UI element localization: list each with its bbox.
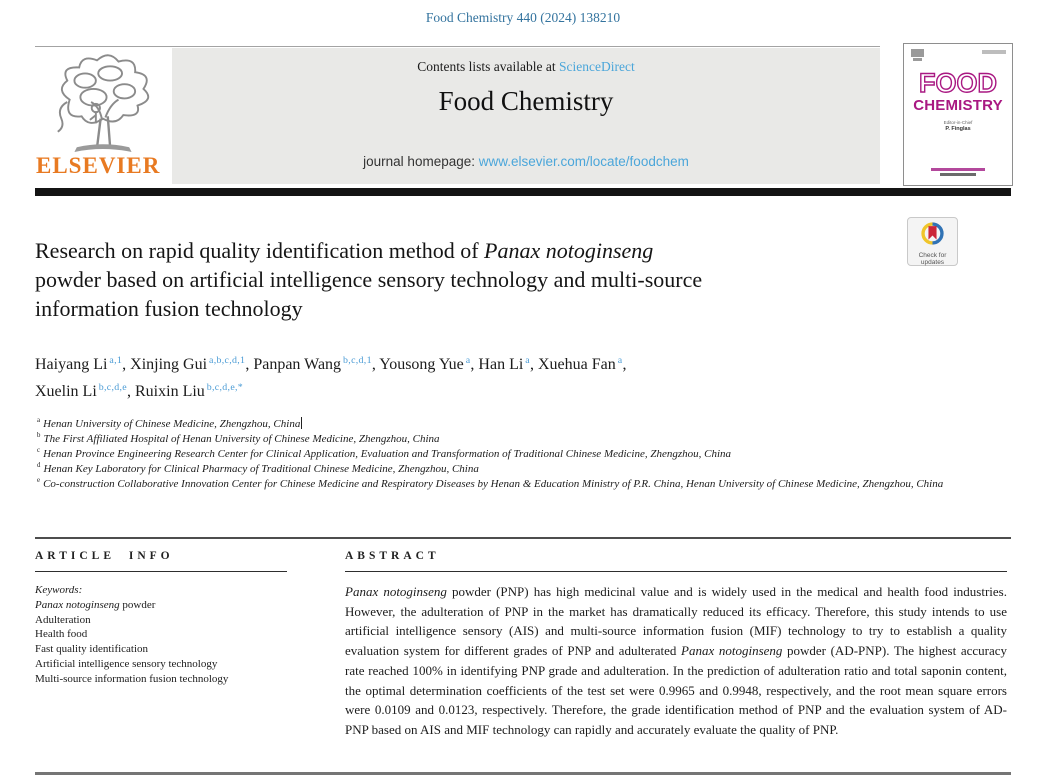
badge-text-line1: Check for xyxy=(918,252,947,259)
text-cursor xyxy=(301,417,302,429)
article-info-underline xyxy=(35,571,287,572)
title-line: information fusion technology xyxy=(35,296,303,321)
page-bottom-rule xyxy=(35,772,1011,775)
header-divider-bar xyxy=(35,188,1011,196)
elsevier-logo xyxy=(35,50,172,184)
title-line: powder based on artificial intelligence sensory technology and multi-source xyxy=(35,267,703,292)
keywords-label: Keywords: xyxy=(35,584,83,596)
contents-prefix: Contents lists available at xyxy=(417,59,559,74)
affiliation-b: $^b$ The First Affiliated Hospital of Henan University of Chinese Medicine, Zhengzhou, China xyxy=(37,432,440,445)
journal-title: Food Chemistry xyxy=(438,86,614,116)
cover-title-chemistry: CHEMISTRY xyxy=(913,97,1003,114)
keyword-item: Fast quality identification xyxy=(35,643,149,656)
title-line: Research on rapid quality identification method of Panax notoginseng xyxy=(35,238,654,263)
masthead-band xyxy=(172,48,880,184)
keyword-item: Multi-source information fusion technology xyxy=(35,672,229,685)
badge-text-line2: updates xyxy=(920,259,945,266)
keywords-block xyxy=(35,583,287,687)
section-divider-rule xyxy=(35,537,1011,539)
homepage-line xyxy=(172,154,880,169)
contents-line xyxy=(172,59,880,75)
homepage-link[interactable]: www.elsevier.com/locate/foodchem xyxy=(478,154,689,169)
author-line: Xuelin Li $^{b,c,d,e}$, Ruixin Liu $^{b,c,d,e,*}$ xyxy=(35,381,244,400)
elsevier-tree-icon xyxy=(43,52,163,152)
cover-editor-label: Editor-in-Chief xyxy=(943,120,973,125)
cover-editor-name: P. Finglas xyxy=(945,126,971,132)
article-info-column xyxy=(35,550,287,687)
cover-sciencedirect-text-bar xyxy=(940,173,976,176)
cover-publisher-mark-icon xyxy=(911,49,924,63)
article-info-heading: ARTICLE INFO xyxy=(35,550,174,562)
author-line: Haiyang Li $^{a,1}$, Xinjing Gui $^{a,b,c,d,1}$, Panpan Wang $^{b,c,d,1}$, Yousong Yue $^a$, Han Li $^a$, Xuehua Fan $^a$, xyxy=(35,354,627,373)
cover-issn-text-bar xyxy=(982,50,1006,54)
affiliation-e: $^e$ Co-construction Collaborative Innovation Center for Chinese Medicine and Respiratory Diseases by Henan & Education Ministry of P.R. China, Henan University of Chinese Medicine, Zhengzhou, China xyxy=(37,477,944,490)
affiliation-text: $^a$ Henan University of Chinese Medicine, Zhengzhou, China xyxy=(37,417,301,430)
masthead-top-rule xyxy=(35,46,880,47)
author-list xyxy=(35,351,975,405)
journal-cover-thumbnail[interactable] xyxy=(903,43,1013,186)
cover-footer-text-bar xyxy=(931,168,985,171)
crossmark-icon xyxy=(919,220,946,247)
abstract-heading: ABSTRACT xyxy=(345,550,440,562)
keyword-item: Panax notoginseng powder xyxy=(35,598,156,611)
abstract-column xyxy=(345,550,1007,740)
sciencedirect-link[interactable]: ScienceDirect xyxy=(559,59,635,74)
abstract-text: Panax notoginseng powder (PNP) has high medicinal value and is widely used in the medical and health food industries. However, the adulteration of PNP in the market has dramatically reduced its efficacy. Therefore, this study intends to use artificial intelligence sensory (AIS) and multi-source information fusion (MIF) technology to try to establish a quality evaluation system for different grades of PNP and adulterated Panax notoginseng powder (AD-PNP). The highest accuracy rate reached 100% in identifying PNP grade and adulteration. In the prediction of adulteration ratio and total saponin content, the optimal determination coefficients of the test set were 0.9965 and 0.9948, respectively, and the root mean square errors were 0.0109 and 0.0123, respectively. Therefore, the grade identification method of PNP and the evaluation system of AD-PNP based on AIS and MIF technology can rapidly and accurately evaluate the quality of PNP. xyxy=(345,584,1007,737)
keyword-item: Adulteration xyxy=(35,613,91,626)
homepage-prefix: journal homepage: xyxy=(363,154,479,169)
affiliation-a xyxy=(35,417,1007,432)
article-title xyxy=(35,236,895,323)
elsevier-wordmark: ELSEVIER xyxy=(36,153,161,178)
keyword-item: Health food xyxy=(35,628,88,641)
keyword-item: Artificial intelligence sensory technology xyxy=(35,657,218,670)
check-for-updates-badge[interactable] xyxy=(907,217,958,266)
affiliation-d: $^d$ Henan Key Laboratory for Clinical Pharmacy of Traditional Chinese Medicine, Zhengzhou, China xyxy=(37,462,479,475)
abstract-underline xyxy=(345,571,1007,572)
affiliations xyxy=(35,417,1007,492)
journal-citation: Food Chemistry 440 (2024) 138210 xyxy=(425,10,621,25)
affiliation-c: $^c$ Henan Province Engineering Research Center for Clinical Application, Evaluation and Transformation of Traditional Chinese Medicine, Zhengzhou, China xyxy=(37,447,732,460)
cover-title-food: FOOD xyxy=(919,68,997,98)
